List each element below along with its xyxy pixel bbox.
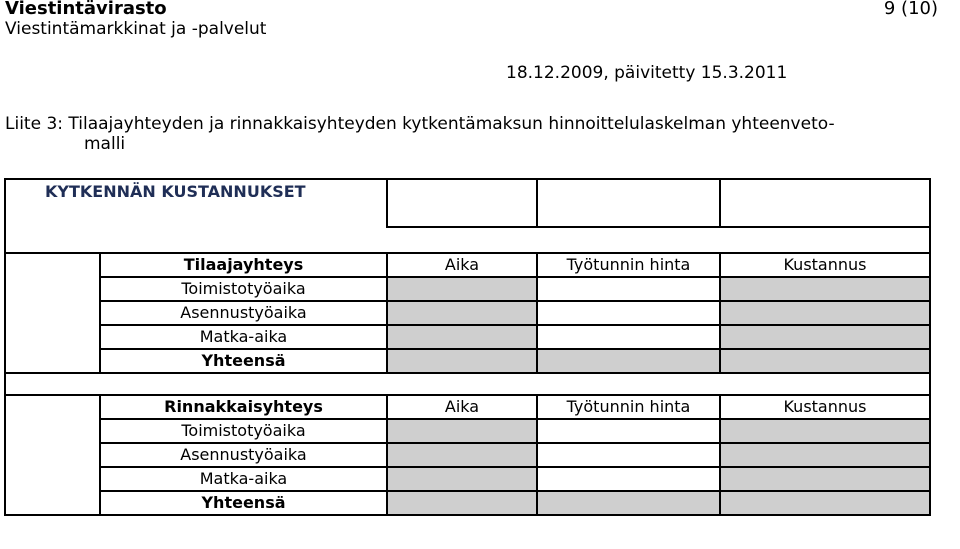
section-heading: Tilaajayhteys — [100, 253, 387, 277]
page-number: 9 (10) — [883, 0, 938, 19]
input-cell[interactable] — [720, 301, 930, 325]
total-label: Yhteensä — [100, 349, 387, 373]
table-row — [5, 419, 930, 443]
appendix-title-line1: Liite 3: Tilaajayhteyden ja rinnakkaisyhteyden kytkentämaksun hinnoittelulaskelman yhteenveto- — [5, 114, 835, 134]
column-header: Aika — [387, 395, 537, 419]
spacer-row — [5, 227, 930, 253]
organization-name: Viestintävirasto — [5, 0, 167, 19]
department-name: Viestintämarkkinat ja -palvelut — [5, 19, 267, 39]
input-cell[interactable] — [387, 301, 537, 325]
input-cell[interactable] — [387, 467, 537, 491]
section-header-row — [5, 253, 930, 277]
column-header: Työtunnin hinta — [537, 253, 720, 277]
column-header: Kustannus — [720, 253, 930, 277]
input-cell[interactable] — [387, 491, 537, 515]
column-header: Kustannus — [720, 395, 930, 419]
column-header: Aika — [387, 253, 537, 277]
input-cell[interactable] — [387, 349, 537, 373]
row-label: Matka-aika — [100, 325, 387, 349]
total-row — [5, 349, 930, 373]
table-title: KYTKENNÄN KUSTANNUKSET — [45, 182, 306, 201]
input-cell[interactable] — [720, 349, 930, 373]
total-row — [5, 491, 930, 515]
total-label: Yhteensä — [100, 491, 387, 515]
table-row — [5, 301, 930, 325]
table-row — [5, 467, 930, 491]
table-row — [5, 277, 930, 301]
spacer-row — [5, 373, 930, 395]
input-cell[interactable] — [537, 349, 720, 373]
section-header-row — [5, 395, 930, 419]
input-cell[interactable] — [720, 325, 930, 349]
input-cell[interactable] — [387, 443, 537, 467]
row-label: Matka-aika — [100, 467, 387, 491]
input-cell[interactable] — [387, 277, 537, 301]
input-cell[interactable] — [720, 491, 930, 515]
row-label: Toimistotyöaika — [100, 419, 387, 443]
table-row — [5, 443, 930, 467]
input-cell[interactable] — [537, 419, 720, 443]
input-cell[interactable] — [537, 467, 720, 491]
input-cell[interactable] — [720, 419, 930, 443]
input-cell[interactable] — [387, 419, 537, 443]
column-header: Työtunnin hinta — [537, 395, 720, 419]
input-cell[interactable] — [537, 325, 720, 349]
section-heading: Rinnakkaisyhteys — [100, 395, 387, 419]
cost-table — [4, 178, 931, 516]
input-cell[interactable] — [387, 325, 537, 349]
input-cell[interactable] — [720, 467, 930, 491]
input-cell[interactable] — [537, 277, 720, 301]
input-cell[interactable] — [537, 443, 720, 467]
table-row — [5, 325, 930, 349]
input-cell[interactable] — [720, 277, 930, 301]
document-date: 18.12.2009, päivitetty 15.3.2011 — [506, 63, 788, 83]
appendix-title-line2: malli — [84, 134, 126, 154]
row-label: Asennustyöaika — [100, 301, 387, 325]
row-label: Asennustyöaika — [100, 443, 387, 467]
input-cell[interactable] — [537, 301, 720, 325]
input-cell[interactable] — [537, 491, 720, 515]
row-label: Toimistotyöaika — [100, 277, 387, 301]
input-cell[interactable] — [720, 443, 930, 467]
